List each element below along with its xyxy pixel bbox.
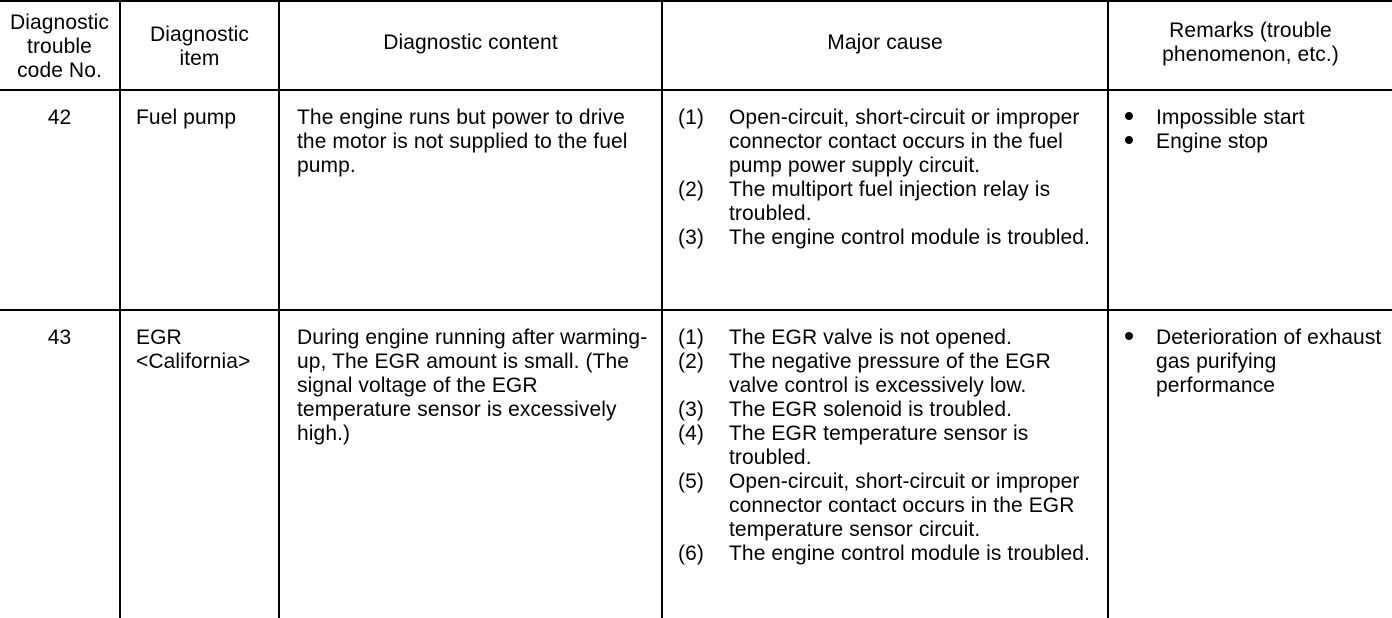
cause-number: (5) (678, 470, 704, 493)
row-divider-rule (0, 309, 1392, 311)
cause-number: (2) (678, 350, 704, 373)
remark-item (1121, 106, 1386, 130)
header-bottom-rule (0, 89, 1392, 91)
remark-text: Deterioration of exhaust gas purifying performance (1156, 326, 1382, 397)
header-cause (663, 8, 1107, 78)
header-code-label: Diagnostic trouble code No. (9, 11, 110, 82)
cause-number: (1) (678, 326, 704, 349)
bullet-icon (1125, 106, 1145, 130)
cause-number: (6) (678, 542, 704, 565)
cause-text: Open-circuit, short-circuit or improper connector contact occurs in the fuel pump power supply circuit. (729, 106, 1080, 177)
cause-item (678, 226, 1098, 250)
header-remarks-label: Remarks (trouble phenomenon, etc.) (1162, 19, 1339, 66)
cause-number: (4) (678, 422, 704, 445)
row-43-content: During engine running after warming-up, The EGR amount is small. (The signal voltage of the EGR temperature sensor is excessively high.) (297, 326, 648, 445)
header-remarks (1109, 8, 1392, 78)
cause-text: The EGR temperature sensor is troubled. (729, 422, 1029, 469)
col-divider-1 (119, 2, 121, 618)
header-code (0, 8, 119, 86)
cause-list (678, 326, 1098, 566)
remark-text: Impossible start (1156, 106, 1305, 129)
header-item-label: Diagnostic item (149, 23, 250, 70)
col-divider-3 (661, 2, 663, 618)
row-42-code: 42 (47, 106, 72, 129)
cause-number: (3) (678, 226, 704, 249)
row-43-remarks (1121, 326, 1386, 398)
row-42-content: The engine runs but power to drive the motor is not supplied to the fuel pump. (297, 106, 628, 177)
header-content (280, 8, 661, 78)
cause-text: Open-circuit, short-circuit or improper connector contact occurs in the EGR temperature sensor circuit. (729, 470, 1080, 541)
header-cause-label: Major cause (827, 31, 943, 54)
bullet-icon (1125, 130, 1145, 154)
header-content-label: Diagnostic content (383, 31, 558, 54)
header-item (121, 8, 278, 86)
col-divider-2 (278, 2, 280, 618)
cause-text: The EGR solenoid is troubled. (729, 398, 1013, 421)
cause-list (678, 106, 1098, 250)
cause-item (678, 326, 1098, 350)
cause-text: The engine control module is troubled. (729, 542, 1091, 565)
row-42-remarks (1121, 106, 1386, 154)
cause-item (678, 178, 1098, 226)
row-43-item: EGR <California> (136, 326, 251, 373)
cause-item (678, 350, 1098, 398)
remarks-list (1121, 106, 1386, 154)
cause-number: (2) (678, 178, 704, 201)
cause-item (678, 106, 1098, 178)
remark-item (1121, 326, 1386, 398)
remark-item (1121, 130, 1386, 154)
cause-text: The multiport fuel injection relay is troubled. (729, 178, 1051, 225)
col-divider-4 (1107, 2, 1109, 618)
remarks-list (1121, 326, 1386, 398)
cause-item (678, 422, 1098, 470)
row-43-causes (678, 326, 1098, 566)
cause-number: (1) (678, 106, 704, 129)
cause-text: The EGR valve is not opened. (729, 326, 1012, 349)
bullet-icon (1125, 326, 1145, 350)
cause-text: The engine control module is troubled. (729, 226, 1091, 249)
cause-number: (3) (678, 398, 704, 421)
cause-item (678, 398, 1098, 422)
row-42-causes (678, 106, 1098, 250)
cause-text: The negative pressure of the EGR valve control is excessively low. (729, 350, 1051, 397)
row-43-code: 43 (47, 326, 72, 349)
cause-item (678, 470, 1098, 542)
row-42-item: Fuel pump (136, 106, 237, 129)
remark-text: Engine stop (1156, 130, 1269, 153)
cause-item (678, 542, 1098, 566)
